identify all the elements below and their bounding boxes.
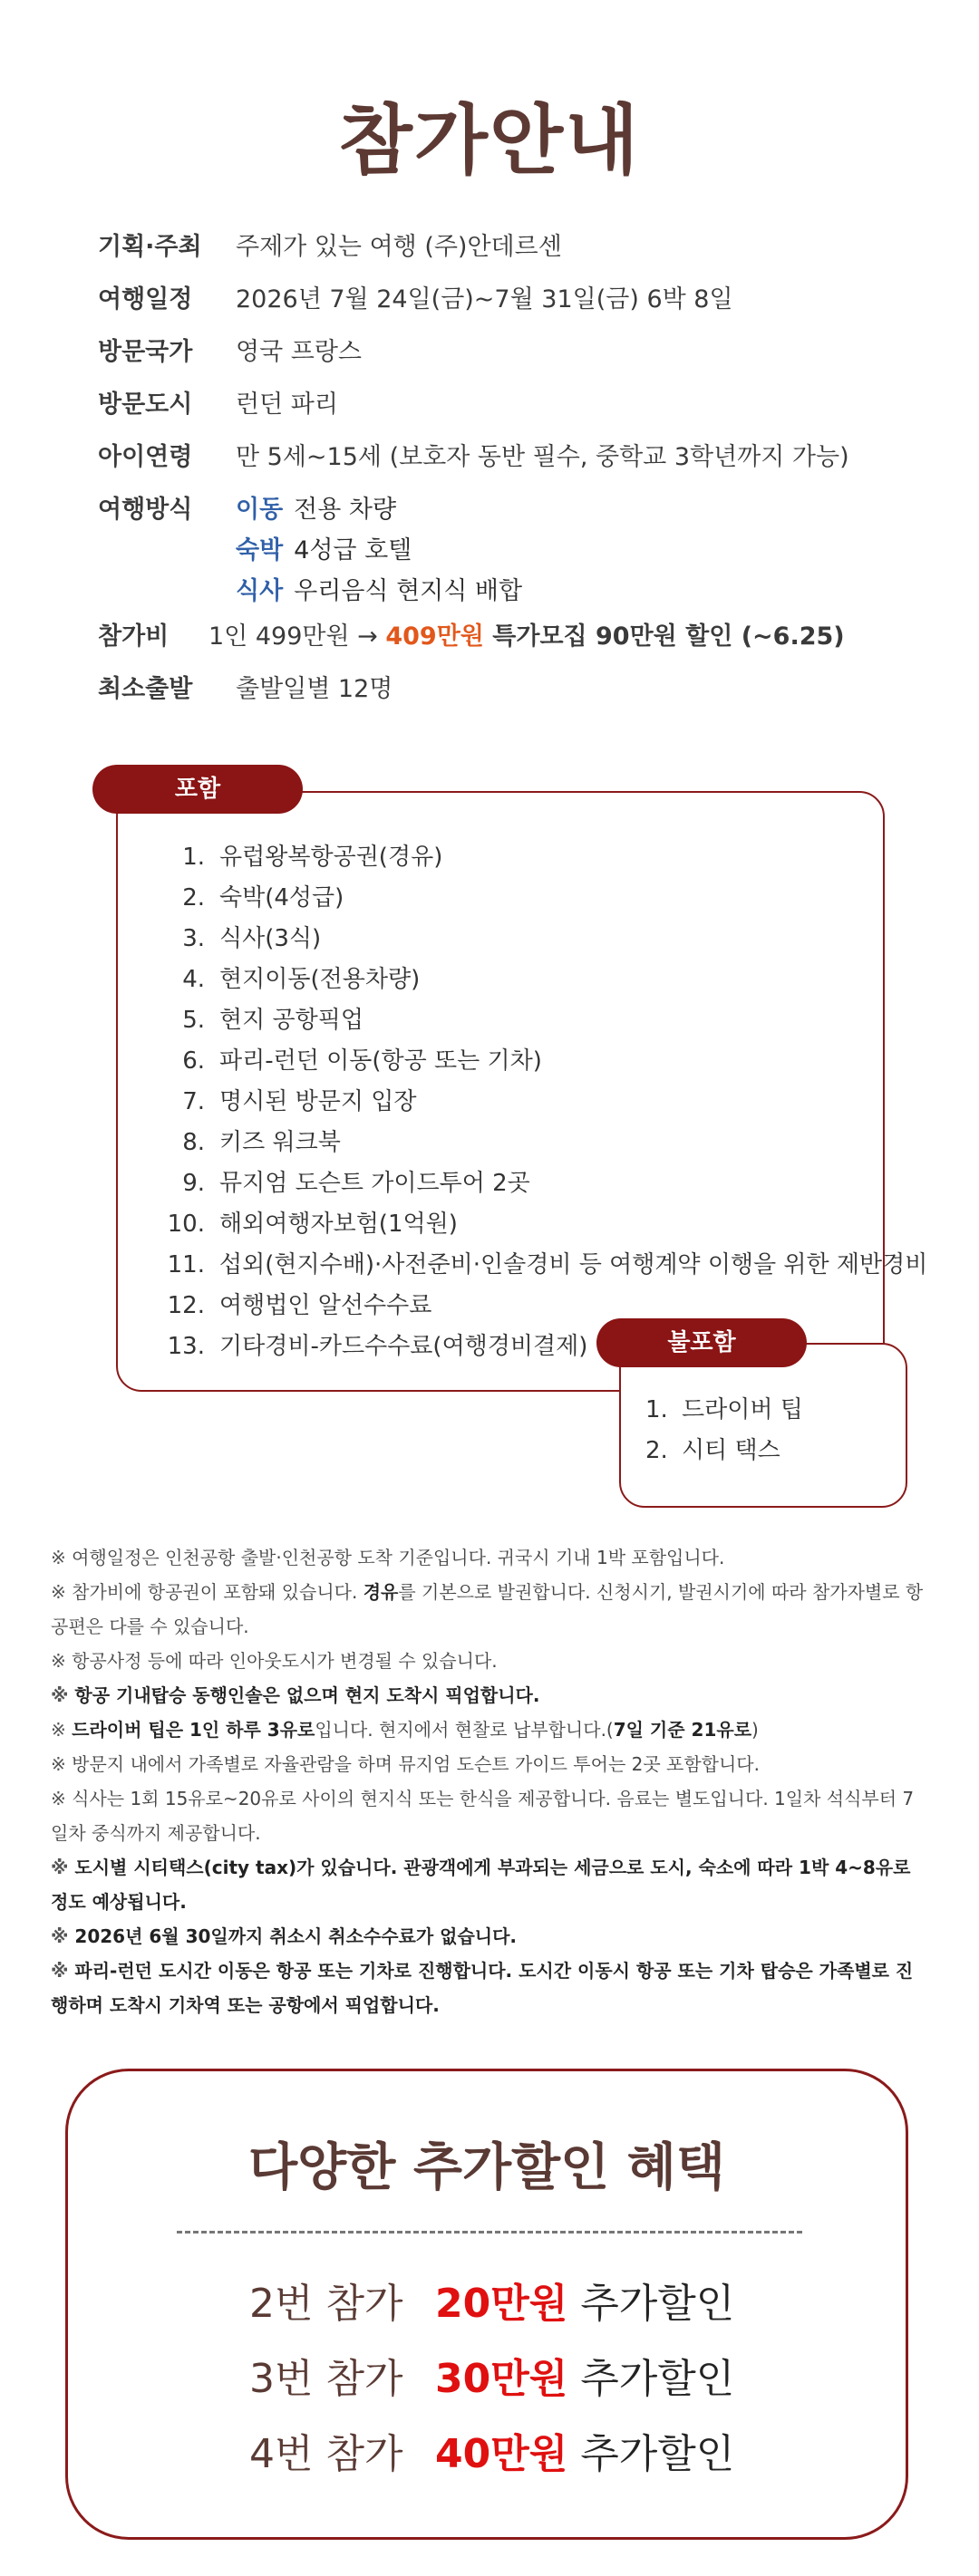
item-number: 7. [182,1088,205,1115]
list-item [645,1432,803,1472]
item-number: 13. [167,1333,205,1360]
promo-label: 3번 참가 [249,2356,403,2402]
item-text: 해외여행자보험(1억원) [219,1211,458,1238]
info-table [98,227,914,721]
schedule-value: 2026년 7월 24일(금)~7월 31일(금) 6박 8일 [236,285,733,314]
note-item [51,1540,928,1575]
note-mark: ※ [51,1684,69,1706]
list-item [163,1287,927,1327]
promo-amount: 20만원 [435,2281,568,2327]
note-bold: 경유 [363,1581,399,1603]
promo-row [249,2346,734,2421]
promo-row [249,2421,734,2496]
item-text: 시티 택스 [682,1437,780,1464]
item-text: 드라이버 팁 [682,1396,803,1423]
note-text: 항공 기내탑승 동행인솔은 없으며 현지 도착시 픽업합니다. [74,1684,540,1706]
list-item [645,1391,803,1432]
method-value: 4성급 호텔 [294,536,412,564]
item-number: 2. [645,1437,668,1464]
method-key: 식사 [236,577,284,605]
city-label: 방문도시 [98,391,193,419]
note-mark: ※ [51,1857,69,1878]
note-text: 여행일정은 인천공항 출발·인천공항 도착 기준입니다. 귀국시 기내 1박 포함입니다. [72,1547,725,1568]
item-text: 명시된 방문지 입장 [219,1088,417,1115]
item-text: 섭외(현지수배)·사전준비·인솔경비 등 여행계약 이행을 위한 제반경비 [219,1251,928,1278]
note-item [51,1781,928,1850]
item-number: 2. [182,884,205,912]
min-value: 출발일별 12명 [236,675,393,703]
info-row-method [98,489,914,616]
note-text: 항공사정 등에 따라 인아웃도시가 변경될 수 있습니다. [72,1650,498,1672]
note-text: 식사는 1회 15유로~20유로 사이의 현지식 또는 한식을 제공합니다. 음료는 별도입니다. 1일차 석식부터 7일차 중식까지 제공합니다. [51,1788,915,1844]
age-label: 아이연령 [98,443,193,471]
item-text: 여행법인 알선수수료 [219,1292,432,1319]
schedule-label: 여행일정 [98,285,193,314]
note-mark: ※ [51,1650,66,1672]
note-item [51,1747,928,1781]
note-mark: ※ [51,1925,69,1947]
info-row-age [98,437,914,489]
note-text: 파리-런던 도시간 이동은 항공 또는 기차로 진행합니다. 도시간 이동시 항공 또는 기차 탑승은 가족별로 진행하며 도착시 기차역 또는 공항에서 픽업합니다. [51,1960,914,2016]
info-row-country [98,332,914,384]
included-tab: 포함 [92,765,303,814]
note-mark: ※ [51,1719,66,1741]
min-label: 최소출발 [98,675,193,703]
method-label: 여행방식 [98,496,193,524]
city-value: 런던 파리 [236,391,338,419]
note-mark: ※ [51,1788,66,1809]
price-label: 참가비 [98,622,170,651]
note-text: 입니다. 현지에서 현찰로 납부합니다.( [315,1719,614,1741]
list-item [163,1246,927,1287]
note-item [51,1954,928,2022]
promo-title: 다양한 추가할인 혜택 [248,2138,725,2197]
promo-rows [249,2271,734,2496]
note-item [51,1919,928,1954]
item-number: 11. [167,1251,205,1278]
promo-row [249,2271,734,2346]
list-item [163,838,927,879]
item-text: 숙박(4성급) [219,884,344,912]
price-suffix: 특가모집 90만원 할인 (~6.25) [483,622,845,651]
promo-label: 2번 참가 [249,2281,403,2327]
item-number: 8. [182,1129,205,1156]
note-mark: ※ [51,1547,66,1568]
note-text: 도시별 시티택스(city tax)가 있습니다. 관광객에게 부과되는 세금으로 도시, 숙소에 따라 1박 4~8유로 정도 예상됩니다. [51,1857,911,1913]
item-text: 기타경비-카드수수료(여행경비결제) [219,1333,588,1360]
note-item [51,1575,928,1644]
method-key: 숙박 [236,536,284,564]
notes-section [51,1540,928,2022]
method-meal [236,571,522,606]
country-value: 영국 프랑스 [236,338,362,366]
item-text: 키즈 워크북 [219,1129,341,1156]
price-highlight: 409만원 [385,622,484,651]
item-number: 1. [645,1396,668,1423]
item-number: 6. [182,1047,205,1075]
promo-suffix: 추가할인 [580,2356,735,2402]
note-text: ) [751,1719,759,1741]
list-item [163,1001,927,1042]
info-row-city [98,384,914,437]
method-key: 이동 [236,496,284,524]
excluded-tab: 불포함 [596,1318,807,1367]
item-text: 현지이동(전용차량) [219,966,421,993]
item-text: 식사(3식) [219,925,322,952]
note-item [51,1644,928,1678]
list-item [163,1083,927,1124]
info-row-schedule [98,279,914,332]
info-row-price [98,616,914,669]
note-item [51,1678,928,1713]
list-item [163,1205,927,1246]
method-transport [236,489,396,525]
list-item [163,1124,927,1164]
included-list [163,838,927,1368]
note-mark: ※ [51,1753,66,1775]
item-number: 3. [182,925,205,952]
promo-amount: 30만원 [435,2356,568,2402]
promo-label: 4번 참가 [249,2431,403,2477]
price-value [208,616,845,651]
item-number: 4. [182,966,205,993]
note-item [51,1713,928,1747]
price-prefix: 1인 499만원 → [208,622,386,651]
item-text: 현지 공항픽업 [219,1007,363,1034]
country-label: 방문국가 [98,338,193,366]
item-number: 9. [182,1170,205,1197]
method-value: 전용 차량 [294,496,397,524]
note-item [51,1850,928,1919]
list-item [163,920,927,960]
organizer-label: 기획·주최 [98,233,202,261]
note-bold: 7일 기준 21유로 [613,1719,752,1741]
item-number: 1. [182,844,205,871]
method-lodging [236,530,412,565]
dashed-divider [177,2231,802,2233]
info-row-min [98,669,914,721]
method-value: 우리음식 현지식 배합 [294,577,523,605]
list-item [163,1042,927,1083]
item-text: 파리-런던 이동(항공 또는 기차) [219,1047,542,1075]
item-number: 5. [182,1007,205,1034]
age-value: 만 5세~15세 (보호자 동반 필수, 중학교 3학년까지 가능) [236,443,849,471]
note-mark: ※ [51,1960,69,1982]
item-text: 유럽왕복항공권(경유) [219,844,443,871]
note-text: 방문지 내에서 가족별로 자율관람을 하며 뮤지엄 도슨트 가이드 투어는 2곳 포함합니다. [72,1753,760,1775]
page-title: 참가안내 [338,96,641,185]
promo-suffix: 추가할인 [580,2431,735,2477]
promo-amount: 40만원 [435,2431,568,2477]
item-number: 10. [167,1211,205,1238]
note-text: 를 기본으로 발권합니다. 신청시기, 발권시기에 따라 참가자별로 항공편은 다를 수 있습니다. [51,1581,924,1637]
note-text: 참가비에 항공권이 포함돼 있습니다. [72,1581,363,1603]
item-number: 12. [167,1292,205,1319]
discount-promo-box [65,2069,908,2540]
list-item [163,879,927,920]
organizer-value: 주제가 있는 여행 (주)안데르센 [236,233,562,261]
note-bold: 드라이버 팁은 1인 하루 3유로 [72,1719,315,1741]
excluded-list [645,1391,803,1472]
note-text: 2026년 6월 30일까지 취소시 취소수수료가 없습니다. [74,1925,518,1947]
note-mark: ※ [51,1581,66,1603]
list-item [163,960,927,1001]
list-item [163,1164,927,1205]
promo-suffix: 추가할인 [580,2281,735,2327]
info-row-organizer [98,227,914,279]
item-text: 뮤지엄 도슨트 가이드투어 2곳 [219,1170,530,1197]
